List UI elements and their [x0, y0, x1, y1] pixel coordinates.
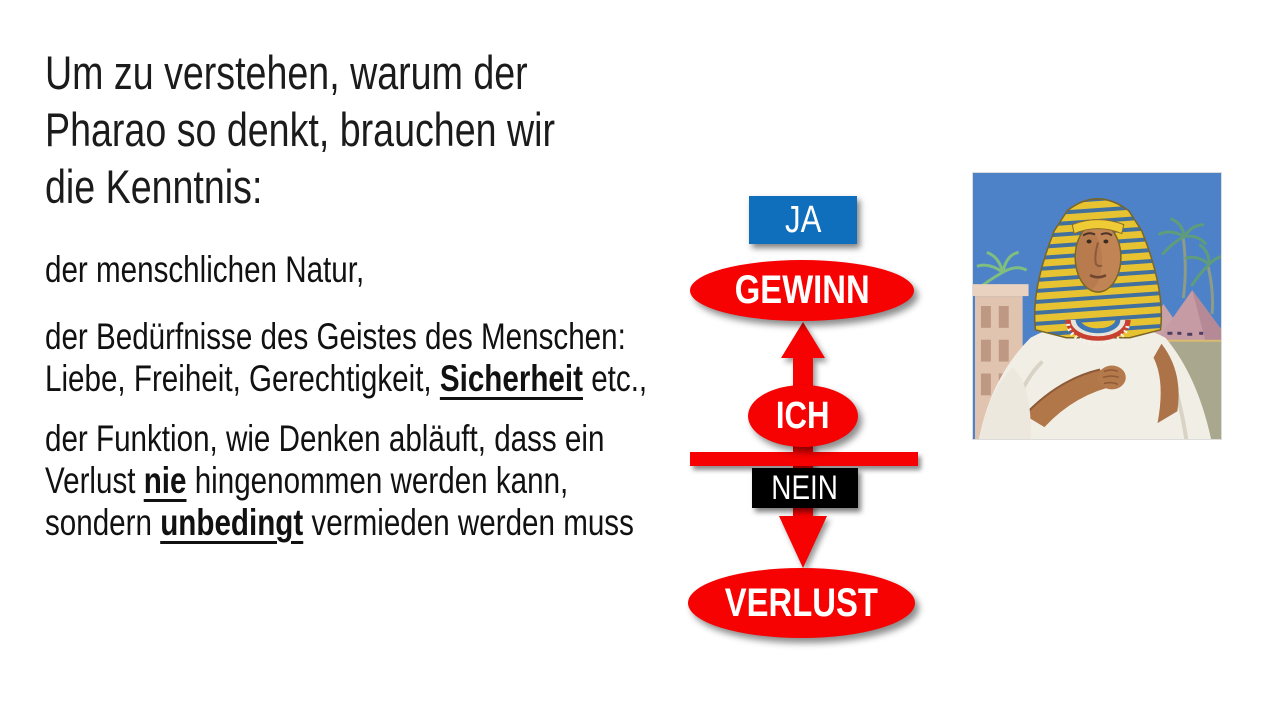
diagram-node-verlust [688, 568, 915, 638]
title-line-3: die Kenntnis: [45, 160, 263, 213]
emphasized-word-unbedingt: unbedingt [160, 502, 304, 543]
paragraph-human-nature [45, 249, 364, 291]
slide-title [45, 44, 555, 215]
node-label: VERLUST [724, 580, 879, 625]
barrier-line [690, 452, 918, 466]
body-line [45, 316, 647, 358]
emphasized-word-sicherheit: Sicherheit [439, 358, 583, 399]
body-text: vermieden werden muss [303, 502, 634, 543]
body-text: Verlust [45, 460, 144, 501]
body-text: der Bedürfnisse des Geistes des Menschen: [45, 316, 626, 357]
body-line [45, 418, 634, 460]
node-label: NEIN [771, 468, 839, 507]
diagram-node-nein [752, 468, 858, 508]
up-arrow-icon [775, 322, 831, 394]
body-text: Liebe, Freiheit, Gerechtigkeit, [45, 358, 440, 399]
diagram-node-ich [748, 385, 858, 447]
body-text: hingenommen werden kann, [186, 460, 569, 501]
emphasized-word-nie: nie [143, 460, 187, 501]
pharaoh-image [972, 172, 1222, 440]
body-line [45, 358, 647, 400]
paragraph-needs-of-spirit [45, 316, 647, 400]
title-line-2: Pharao so denkt, brauchen wir [45, 103, 555, 156]
body-text: der menschlichen Natur, [45, 249, 365, 290]
body-text: der Funktion, wie Denken abläuft, dass ein [45, 418, 605, 459]
node-label: GEWINN [734, 268, 870, 312]
body-text: sondern [45, 502, 161, 543]
title-line-1: Um zu verstehen, warum der [45, 46, 528, 99]
paragraph-thinking-function [45, 418, 634, 544]
body-line [45, 502, 634, 544]
node-label: ICH [776, 394, 830, 437]
pharaoh-illustration [973, 173, 1221, 439]
body-text: etc., [582, 358, 648, 399]
node-label: JA [784, 198, 822, 241]
diagram-node-ja [749, 196, 857, 244]
body-line [45, 460, 634, 502]
diagram-node-gewinn [690, 260, 914, 321]
